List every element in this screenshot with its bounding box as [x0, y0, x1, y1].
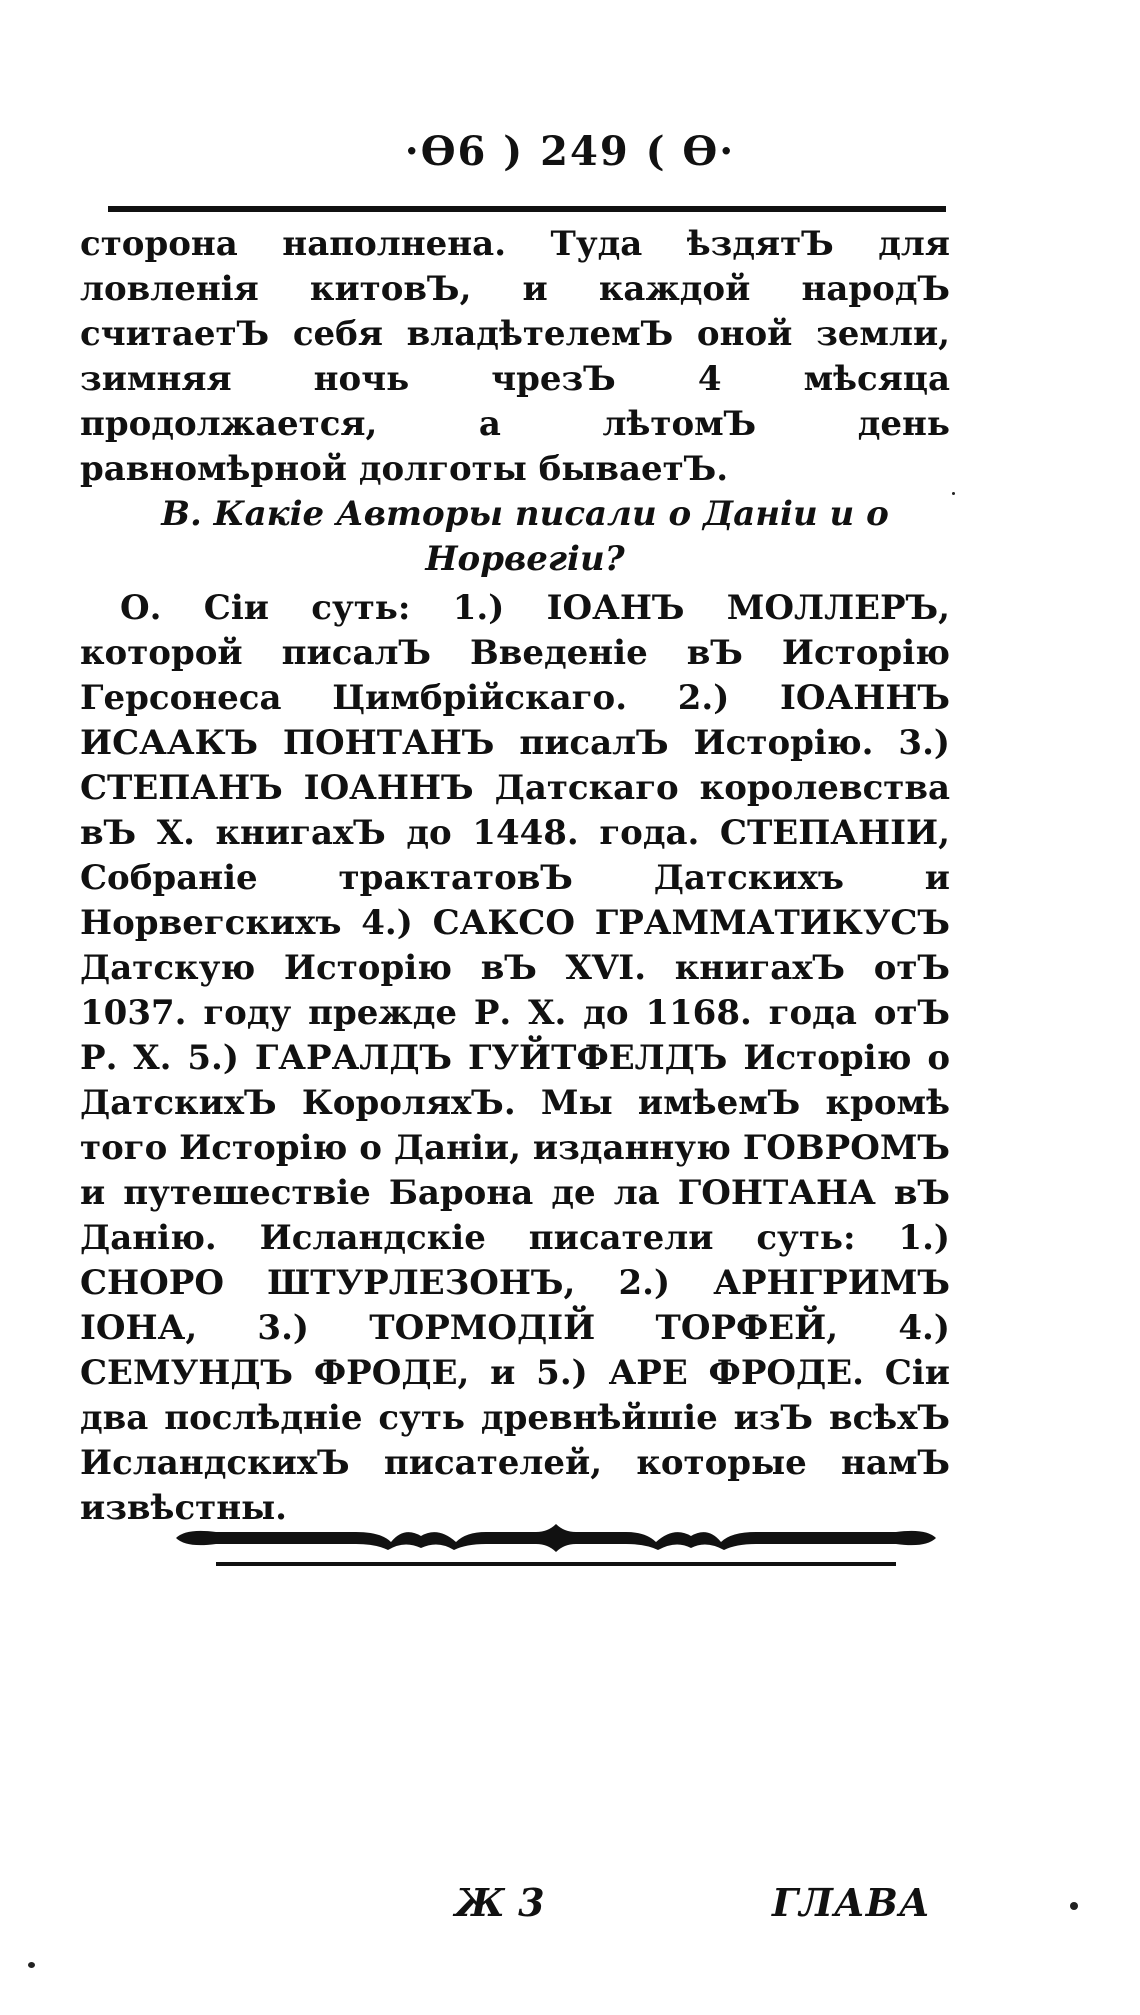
catchword: ГЛАВА: [772, 1880, 931, 1925]
signature-mark: Ж 3: [455, 1880, 545, 1925]
ornament-divider: [176, 1518, 936, 1574]
speck: [28, 1962, 35, 1968]
answer-paragraph: О. Сіи суть: 1.) ІОАНЪ МОЛЛЕРЪ, которой писалЪ Введеніе вЪ Исторію Герсонеса Цимбрійскаго. 2.) ІОАННЪ ИСААКЪ ПОНТАНЪ писалЪ Исторію. 3.) СТЕПАНЪ ІОАННЪ Датскаго королевства вЪ X. книгахЪ до 1448. года. СТЕПАНІИ, Собраніе трактатовЪ Датскихъ и Норвегскихъ 4.) САКСО ГРАММАТИКУСЪ Датскую Исторію вЪ XVI. книгахЪ отЪ 1037. году прежде Р. Х. до 1168. года отЪ Р. Х. 5.) ГАРАЛДЪ ГУЙТФЕЛДЪ Исторію о ДатскихЪ КороляхЪ. Мы имѣемЪ кромѣ того Исторію о Даніи, изданную ГОВРОМЪ и путешествіе Барона де ла ГОНТАНА вЪ Данію. Исландскіе писатели суть: 1.) СНОРО ШТУРЛЕЗОНЪ, 2.) АРНГРИМЪ ІОНА, 3.) ТОРМОДІЙ ТОРФЕЙ, 4.) СЕМУНДЪ ФРОДЕ, и 5.) АРЕ ФРОДЕ. Сіи два послѣдніе суть древнѣйшіе изЪ всѣхЪ ИсландскихЪ писателей, которые намЪ извѣстны.: [80, 588, 950, 1528]
question-heading: В. Какіе Авторы писали о Даніи и о Норвегіи?: [161, 494, 889, 579]
main-text: [80, 222, 950, 1531]
speck: [952, 492, 955, 495]
continuation-paragraph: сторона наполнена. Туда ѣздятЪ для ловленія китовЪ, и каждой народЪ считаетЪ себя владѣтелемЪ оной земли, зимняя ночь чрезЪ 4 мѣсяца продолжается, а лѣтомЪ день равномѣрной долготы бываетЪ.: [80, 224, 950, 489]
header-rule: [108, 206, 946, 212]
speck: [1070, 1902, 1078, 1910]
running-head: ·Ѳ6 ) 249 ( Ѳ·: [404, 128, 736, 175]
